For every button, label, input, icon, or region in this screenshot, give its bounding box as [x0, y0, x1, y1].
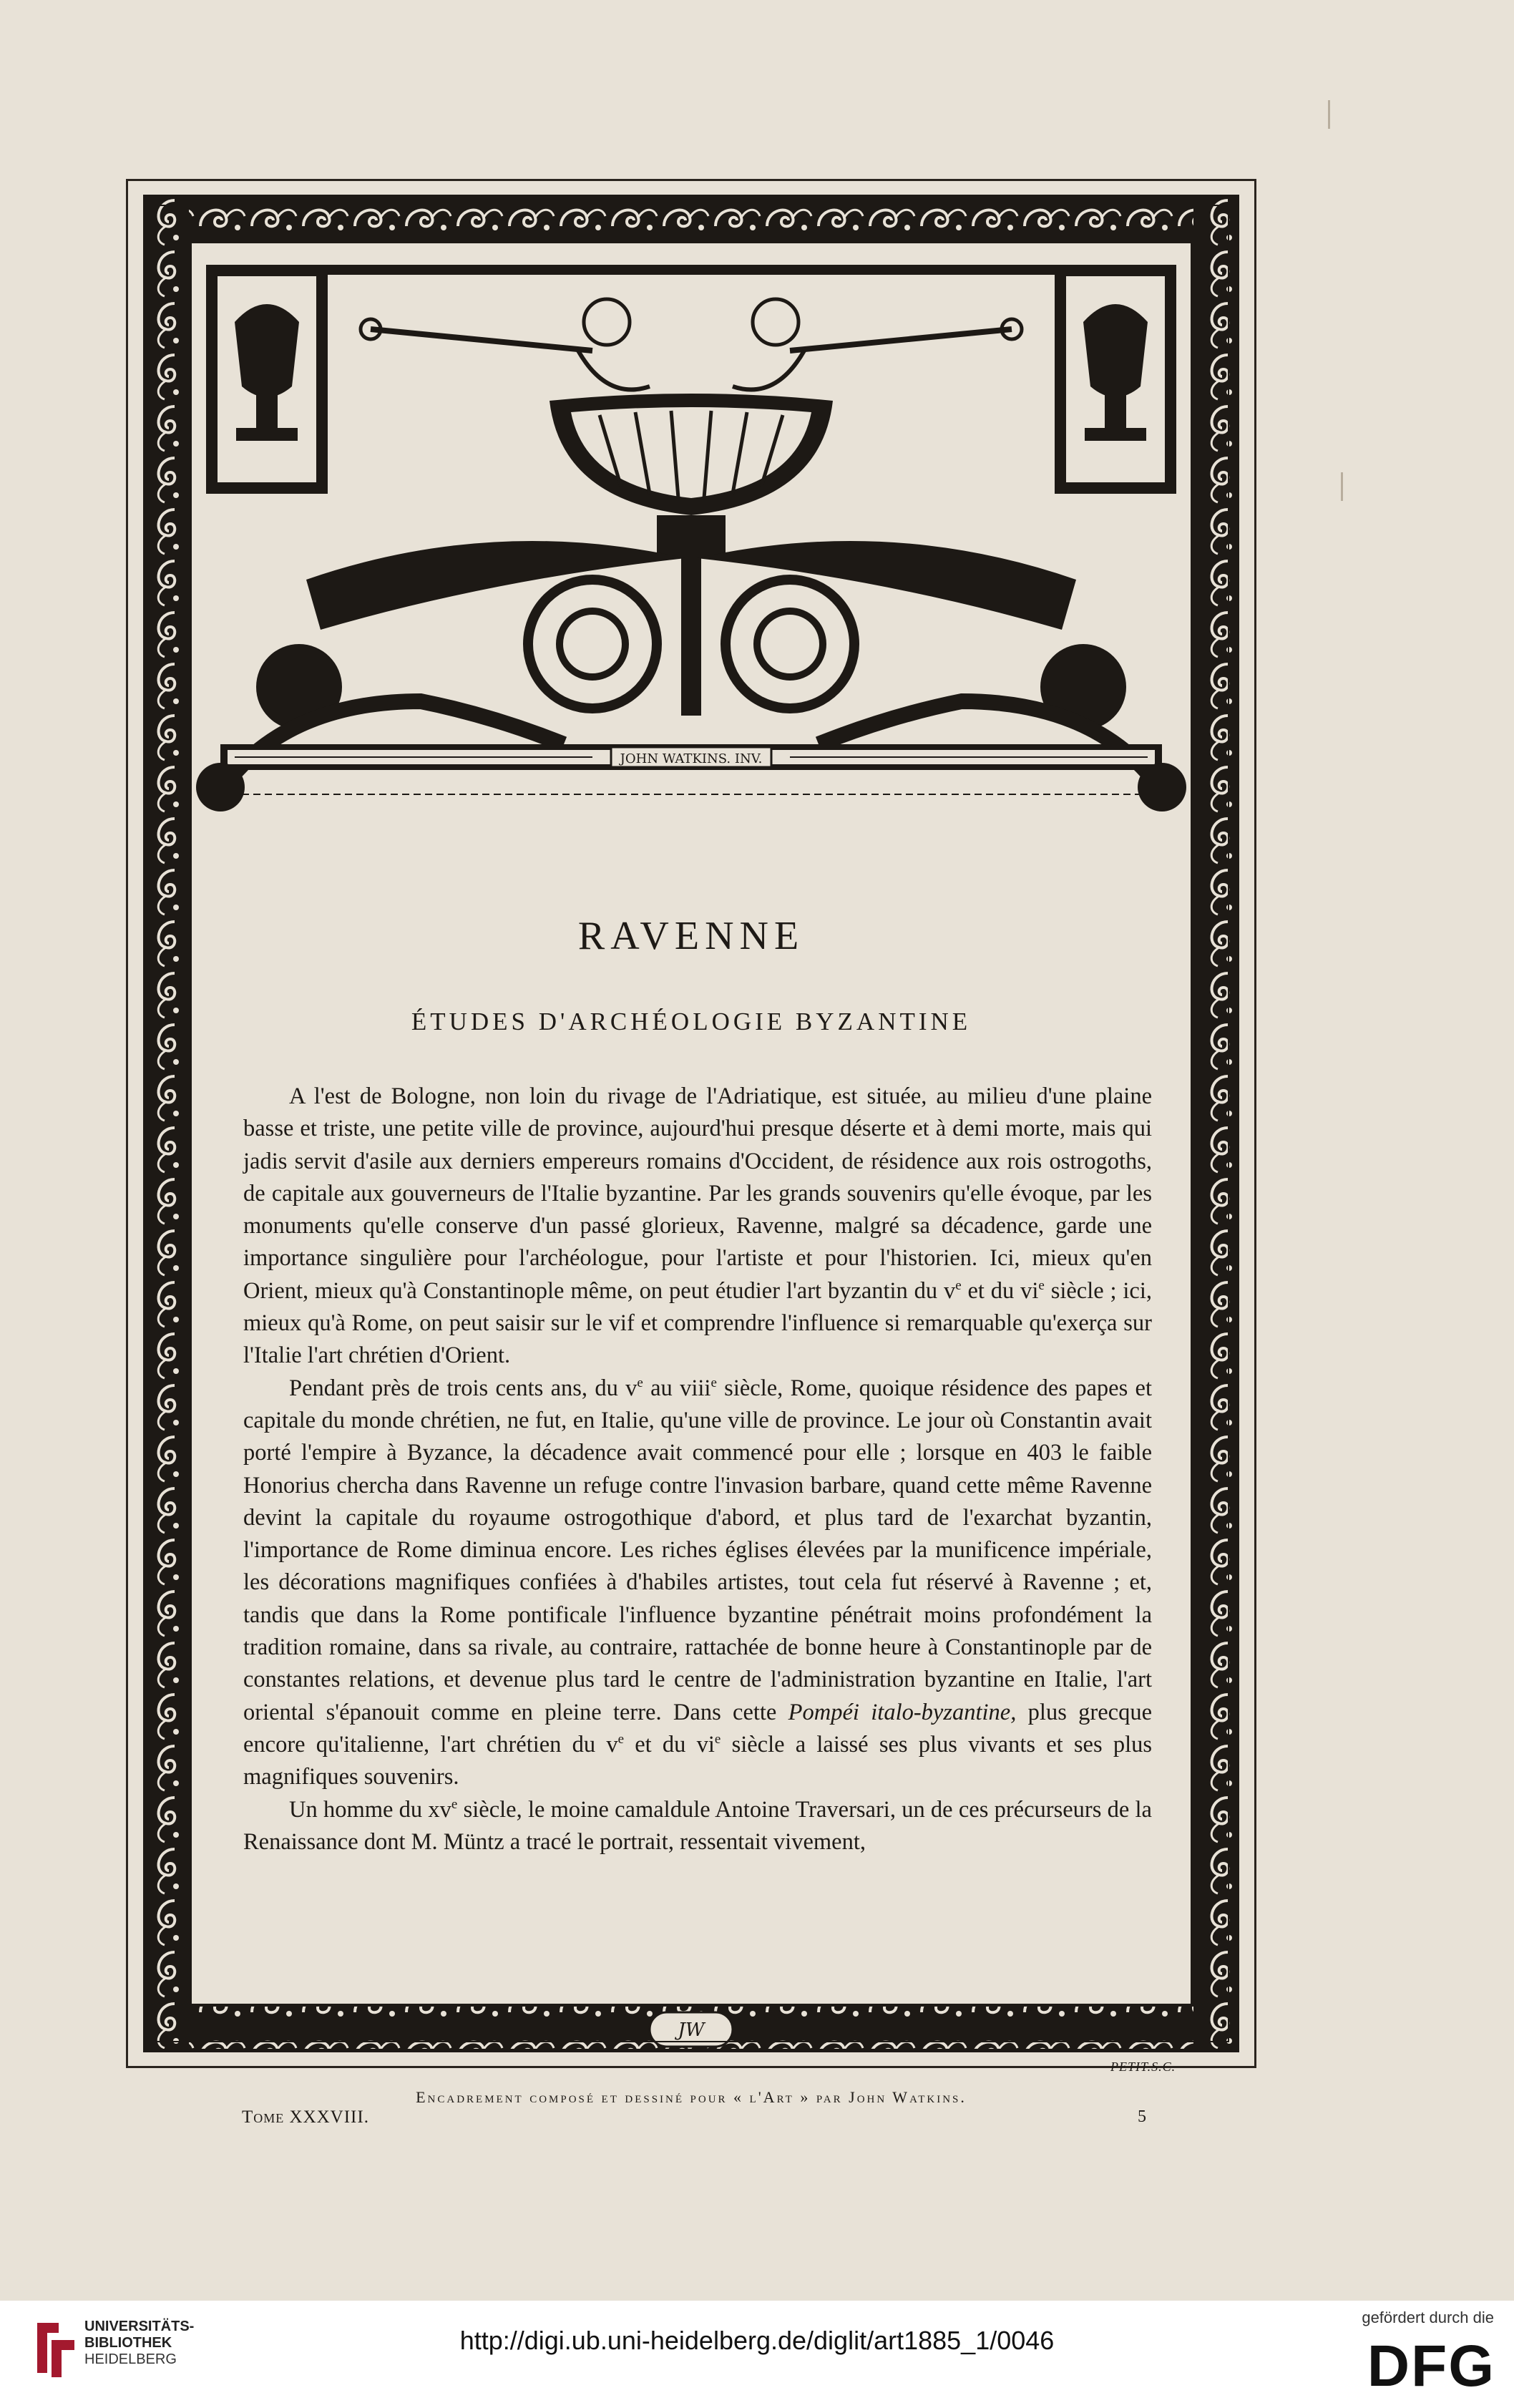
dfg-logo[interactable]: DFG: [1367, 2334, 1495, 2399]
text-run: siècle, Rome, quoique résidence des papes et capitale du monde chrétien, ne fut, en Italie, qu'une ville de province. Le jour où Constantin avait porté l'empire à Byzance, la décadence avait commencé pour elle ; lorsque en 403 le faible Honorius chercha dans Ravenne un refuge contre l'invasion barbare, quand cette même Ravenne devint la capitale du royaume ostrogothique d'abord, et plus tard de l'exarchat byzantin, l'importance de Rome diminua encore. Les riches églises élevées par la munificence impériale, les décorations magnifiques confiées à d'habiles artistes, tout cela fut réservé à Ravenne ; et, tandis que dans la Rome pontificale l'influence byzantine pénétrait moins profondément la tradition romaine, dans sa rivale, au contraire, rattachée de bonne heure à Constantinople par de constantes relations, et devenue plus tard le centre de l'administration byzantine en Italie, l'art oriental s'épanouit comme en pleine terre. Dans cette: [243, 1375, 1153, 1725]
article-title: RAVENNE: [577, 914, 805, 958]
article-body: [243, 1081, 1152, 1858]
library-name-line1: UNIVERSITÄTS-: [84, 2319, 195, 2334]
header-ornament-engraving: [192, 243, 1191, 816]
header-signature: JOHN WATKINS. INV.: [620, 751, 763, 766]
superscript: e: [617, 1732, 625, 1747]
frame-credit-caption: Encadrement composé et dessiné pour « l'Art » par John Watkins.: [416, 2088, 967, 2106]
library-name-line3: HEIDELBERG: [84, 2351, 177, 2367]
text-run: siècle, le moine camaldule Antoine Traversari, un de ces précurseurs de la Renaissance dont M. Müntz a tracé le portrait, ressentait vivement,: [243, 1796, 1152, 1855]
engraver-signature: PETIT.S.C.: [1110, 2060, 1176, 2074]
superscript: e: [1038, 1277, 1045, 1293]
volume-label: Tome XXXVIII.: [242, 2107, 369, 2127]
library-name-line2: BIBLIOTHEK: [84, 2335, 172, 2351]
page-number: 5: [1138, 2107, 1146, 2126]
heidelberg-library-logo-icon[interactable]: [30, 2316, 82, 2382]
superscript: e: [637, 1375, 643, 1390]
paragraph: [243, 1794, 1152, 1859]
permalink-url[interactable]: http://digi.ub.uni-heidelberg.de/diglit/art1885_1/0046: [459, 2326, 1055, 2355]
article-subtitle: ÉTUDES D'ARCHÉOLOGIE BYZANTINE: [411, 1008, 972, 1035]
italic-phrase: Pompéi italo-byzantine,: [788, 1699, 1017, 1725]
paragraph: [243, 1373, 1152, 1794]
superscript: e: [714, 1732, 721, 1747]
text-run: Un homme du xv: [289, 1796, 451, 1823]
text-run: A l'est de Bologne, non loin du rivage de l'Adriatique, est située, au milieu d'une plaine basse et triste, une petite ville de province, aujourd'hui presque déserte et à demi morte, mais qui jadis servit d'asile aux derniers empereurs romains d'Occident, de résidence aux rois ostrogoths, de capitale aux gouverneurs de l'Italie byzantine. Par les grands souvenirs qu'elle évoque, par les monuments qu'elle conserve d'un passé glorieux, Ravenne, malgré sa décadence, garde une importance singulière pour l'archéologue, pour l'artiste et pour l'historien. Ici, mieux qu'en Orient, mieux qu'à Constantinople même, on peut étudier l'art byzantin du v: [243, 1083, 1152, 1304]
superscript: e: [955, 1277, 962, 1293]
text-run: siècle a laissé ses plus vivants et ses plus magnifiques souvenirs.: [243, 1731, 1153, 1790]
scan-mark: [1341, 472, 1343, 501]
library-name[interactable]: [84, 2319, 194, 2368]
text-run: siècle ; ici, mieux qu'à Rome, on peut saisir sur le vif et comprendre l'influence si remarquable qu'exerça sur l'Italie l'art chrétien d'Orient.: [243, 1277, 1152, 1369]
text-run: plus grecque encore qu'italienne, l'art chrétien du v: [243, 1699, 1153, 1758]
superscript: e: [451, 1796, 458, 1812]
scan-mark: [1328, 100, 1330, 129]
text-run: et du vi: [961, 1277, 1039, 1304]
paragraph: [243, 1081, 1152, 1373]
text-run: et du vi: [624, 1731, 715, 1758]
text-run: Pendant près de trois cents ans, du v: [289, 1375, 638, 1401]
superscript: e: [710, 1375, 717, 1390]
svg-text:JW: JW: [678, 2019, 705, 2041]
funding-note: gefördert durch die: [1362, 2309, 1494, 2326]
text-run: au viii: [643, 1375, 711, 1401]
